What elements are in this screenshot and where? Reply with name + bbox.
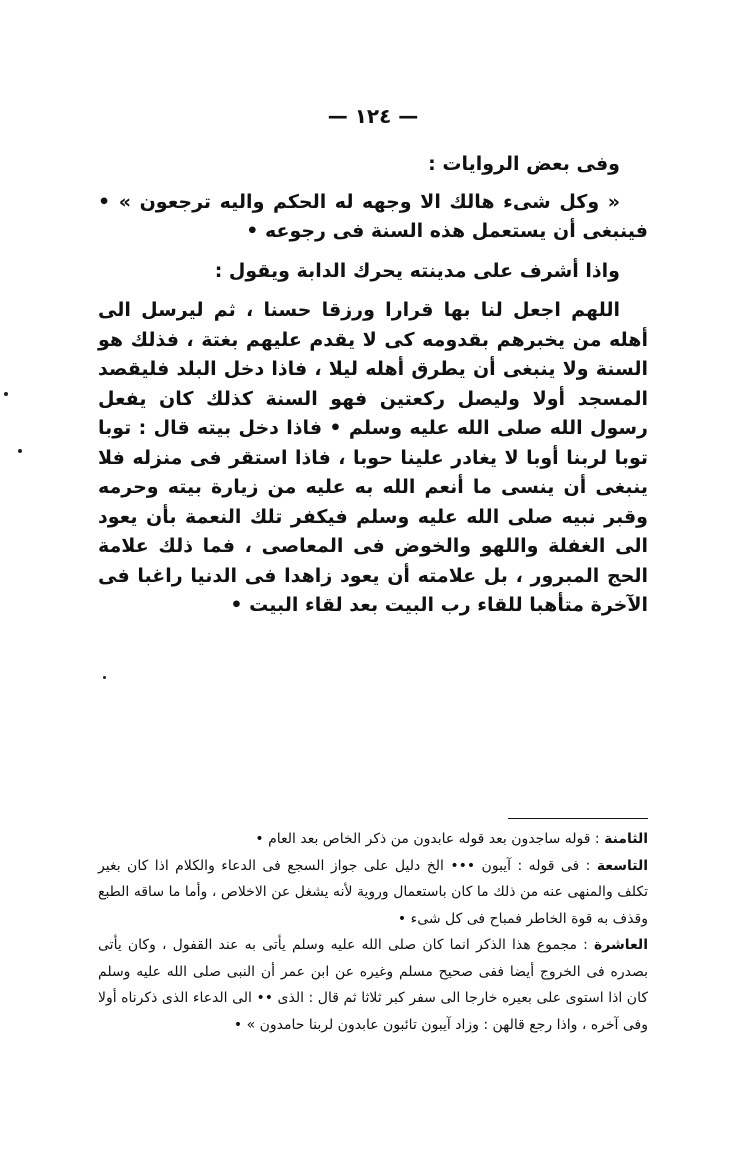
paragraph-arrival: واذا أشرف على مدينته يحرك الدابة ويقول : xyxy=(214,259,620,282)
footnote-label: العاشرة xyxy=(594,937,648,953)
footnote-text: : قوله ساجدون بعد قوله عابدون من ذكر الخاص بعد العام • xyxy=(255,831,605,847)
footnote-text: : مجموع هذا الذكر انما كان صلى الله عليه وسلم يأتى به عند القفول ، وكان يأتى بصدره فى الخروج أيضا ففى صحيح مسلم وغيره عن ابن عمر أن النبى صلى الله عليه وسلم كان اذا استوى على بعيره خارجا الى سفر كبر ثلاثا ثم قال : الذى •• الى الدعاء الذى ذكرناه أولا وفى آخره ، واذا رجع قالهن : وزاد آيبون تائبون عابدون لربنا حامدون » • xyxy=(98,937,648,1033)
footnote-label: الثامنة xyxy=(604,831,648,847)
footnote-label: التاسعة xyxy=(596,857,648,874)
margin-dot xyxy=(4,392,8,396)
footnotes xyxy=(98,826,648,1038)
margin-dot xyxy=(18,449,22,453)
section-heading: وفى بعض الروايات : xyxy=(428,153,620,175)
footnote-item xyxy=(98,853,648,933)
paragraph-verse: « وكل شىء هالك الا وجهه له الحكم واليه ترجعون » • فينبغى أن يستعمل هذه السنة فى رجوعه • xyxy=(98,190,648,242)
paragraph-supplication: اللهم اجعل لنا بها قرارا ورزقا حسنا ، ثم ليرسل الى أهله من يخبرهم بقدومه كى لا يقدم عليهم بغتة ، فذلك هو السنة ولا ينبغى أن يطرق أهله ليلا ، فاذا دخل البلد فليقصد المسجد أولا وليصل ركعتين فهو السنة كذلك كان يفعل رسول الله صلى الله عليه وسلم • فاذا دخل بيته قال : توبا توبا لربنا أوبا لا يغادر علينا حوبا ، فاذا استقر فى منزله فلا ينبغى أن ينسى ما أنعم الله به عليه من زيارة بيته وحرمه وقبر نبيه صلى الله عليه وسلم فيكفر تلك النعمة بأن يعود الى الغفلة واللهو والخوض فى المعاصى ، فما ذلك علامة الحج المبرور ، بل علامته أن يعود زاهدا فى الدنيا راغبا فى الآخرة متأهبا للقاء رب البيت بعد لقاء البيت • xyxy=(98,299,648,616)
margin-dot xyxy=(103,676,106,679)
main-text xyxy=(98,150,648,621)
footnote-divider xyxy=(508,818,648,819)
page-number: — ١٢٤ — xyxy=(327,104,419,128)
footnote-text: : فى قوله : آيبون ••• الخ دليل على جواز السجع فى الدعاء والكلام اذا كان بغير تكلف والمنهى عنه من ذلك ما كان باستعمال وروية لأنه يشغل عن الاخلاص ، وأما ما ساقه الطبع وقذف به قوة الخاطر فمباح فى كل شىء • xyxy=(98,857,648,927)
footnote-item xyxy=(98,932,648,1038)
footnote-item xyxy=(98,826,648,853)
